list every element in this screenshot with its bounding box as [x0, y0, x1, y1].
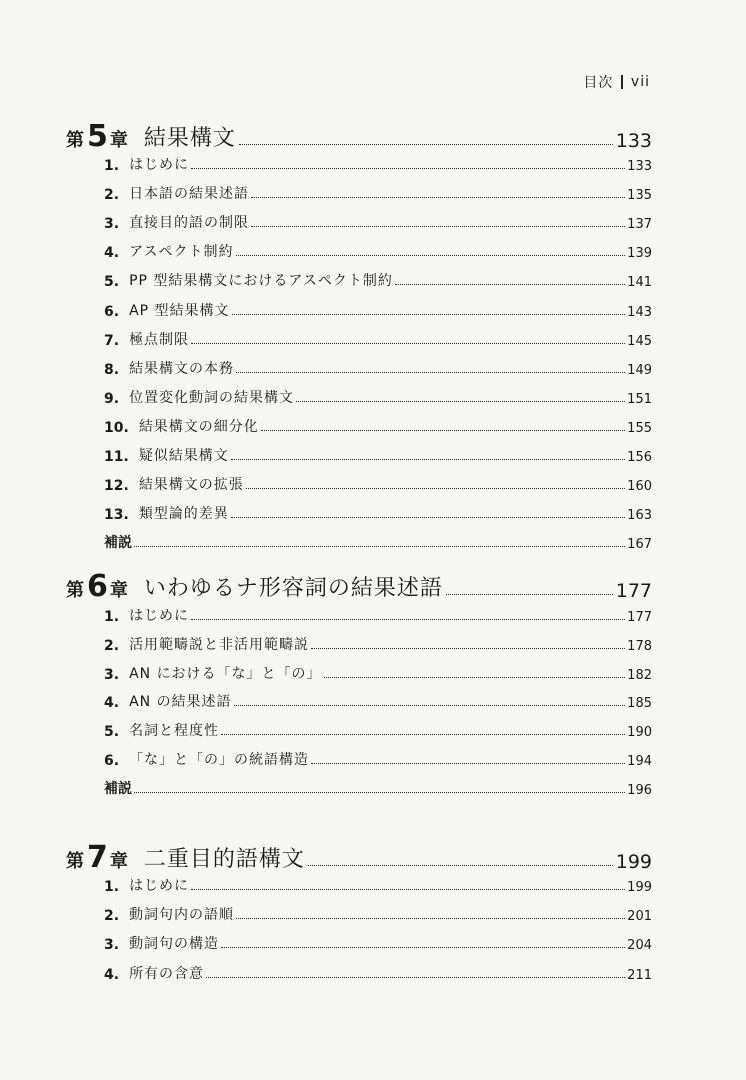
chapter-heading — [66, 568, 652, 602]
entry-number: 11. — [104, 449, 129, 465]
leader-dots — [236, 372, 625, 373]
entry-page: 201 — [627, 909, 652, 924]
entry-page: 182 — [627, 668, 652, 683]
leader-dots — [231, 517, 625, 518]
leader-dots — [134, 546, 625, 547]
leader-dots — [296, 401, 625, 402]
toc-entry — [104, 414, 652, 436]
entry-number: 4. — [104, 245, 120, 261]
entry-title: 類型論的差異 — [138, 506, 229, 522]
leader-dots — [251, 226, 625, 227]
chapter-title: 結果構文 — [143, 126, 236, 151]
chapter-suffix: 章 — [109, 130, 128, 151]
entry-page: 149 — [627, 363, 652, 378]
toc-entry — [104, 902, 652, 924]
entry-number: 13. — [104, 507, 129, 523]
leader-dots — [311, 763, 625, 764]
leader-dots — [308, 865, 613, 866]
leader-dots — [231, 459, 625, 460]
toc-entry — [104, 181, 652, 203]
toc-entry — [104, 961, 652, 983]
chapter-prefix: 第 — [66, 580, 84, 601]
entry-number: 3. — [104, 937, 120, 953]
entry-title: 結果構文の細分化 — [138, 419, 259, 435]
toc-entry — [104, 268, 652, 290]
leader-dots — [221, 734, 625, 735]
entry-page: 141 — [627, 275, 652, 290]
leader-dots — [206, 977, 625, 978]
chapter-label — [66, 840, 128, 875]
chapter-page: 199 — [615, 851, 652, 873]
entry-page: 137 — [627, 217, 652, 232]
entry-title: 活用範疇説と非活用範疇説 — [129, 637, 310, 653]
toc-entry — [104, 718, 652, 740]
leader-dots — [239, 144, 613, 145]
entry-number: 6. — [104, 304, 120, 320]
entry-number: 9. — [104, 391, 120, 407]
toc-entry — [104, 873, 652, 895]
entry-page: 167 — [627, 537, 652, 552]
leader-dots — [311, 648, 625, 649]
entry-number: 2. — [104, 187, 120, 203]
chapter-suffix: 章 — [109, 851, 128, 872]
entry-number: 4. — [104, 967, 120, 983]
leader-dots — [395, 284, 625, 285]
toc-entry — [104, 603, 652, 625]
chapter-label — [66, 119, 128, 154]
entry-title: 所有の含意 — [129, 966, 205, 982]
chapter-page: 177 — [615, 580, 652, 602]
entry-page: 178 — [627, 639, 652, 654]
entry-title: 補説 — [104, 781, 132, 797]
entry-number: 5. — [104, 724, 120, 740]
running-head — [583, 72, 650, 92]
toc-entry — [104, 501, 652, 523]
leader-dots — [324, 677, 626, 678]
toc-entry — [104, 747, 652, 769]
toc-entry — [104, 632, 652, 654]
toc-entry — [104, 530, 652, 552]
toc-entry — [104, 661, 652, 683]
entry-page: 135 — [627, 188, 652, 203]
toc-entry — [104, 443, 652, 465]
entry-title: 極点制限 — [129, 332, 190, 348]
entry-number: 4. — [104, 695, 120, 711]
chapter-number: 6 — [87, 569, 108, 604]
entry-title: 名詞と程度性 — [129, 723, 220, 739]
toc-entry — [104, 776, 652, 798]
entry-page: 199 — [627, 880, 652, 895]
leader-dots — [191, 343, 625, 344]
leader-dots — [134, 792, 625, 793]
chapter-number: 5 — [87, 119, 108, 154]
entry-title: 直接目的語の制限 — [129, 215, 250, 231]
chapter-suffix: 章 — [109, 580, 128, 601]
entry-number: 1. — [104, 609, 120, 625]
entry-title: 結果構文の本務 — [129, 361, 235, 377]
entry-page: 196 — [627, 783, 652, 798]
toc-entry — [104, 210, 652, 232]
entry-page: 151 — [627, 392, 652, 407]
chapter-title: 二重目的語構文 — [143, 847, 305, 872]
leader-dots — [236, 918, 625, 919]
entry-number: 8. — [104, 362, 120, 378]
chapter-page: 133 — [615, 130, 652, 152]
entry-title: 補説 — [104, 535, 132, 551]
entry-title: AN の結果述語 — [129, 694, 232, 710]
entry-page: 160 — [627, 479, 652, 494]
entry-number: 6. — [104, 753, 120, 769]
leader-dots — [221, 947, 625, 948]
entry-title: PP 型結果構文におけるアスペクト制約 — [129, 273, 393, 289]
entry-title: 位置変化動詞の結果構文 — [129, 390, 295, 406]
chapter-heading — [66, 118, 652, 152]
leader-dots — [246, 488, 625, 489]
chapter-label — [66, 569, 128, 604]
leader-dots — [191, 619, 625, 620]
leader-dots — [236, 255, 626, 256]
entry-number: 12. — [104, 478, 129, 494]
leader-dots — [232, 314, 626, 315]
chapter-heading — [66, 839, 652, 873]
entry-page: 155 — [627, 421, 652, 436]
entry-page: 177 — [627, 610, 652, 625]
toc-entry — [104, 152, 652, 174]
toc-entry — [104, 931, 652, 953]
leader-dots — [251, 197, 625, 198]
entry-title: AN における「な」と「の」 — [129, 666, 322, 682]
entry-page: 133 — [627, 159, 652, 174]
entry-number: 3. — [104, 216, 120, 232]
entry-title: AP 型結果構文 — [129, 303, 230, 319]
entry-page: 145 — [627, 334, 652, 349]
toc-entry — [104, 689, 652, 711]
chapter-prefix: 第 — [66, 130, 84, 151]
entry-number: 10. — [104, 420, 129, 436]
running-head-page: vii — [630, 74, 650, 90]
leader-dots — [261, 430, 625, 431]
entry-page: 194 — [627, 754, 652, 769]
entry-page: 163 — [627, 508, 652, 523]
entry-title: 動詞句の構造 — [129, 936, 220, 952]
entry-number: 1. — [104, 879, 120, 895]
toc-entry — [104, 472, 652, 494]
entry-page: 211 — [627, 968, 652, 983]
running-head-divider — [621, 75, 623, 89]
toc-entry — [104, 385, 652, 407]
entry-number: 5. — [104, 274, 120, 290]
toc-entry — [104, 239, 652, 261]
entry-number: 7. — [104, 333, 120, 349]
toc-entry — [104, 356, 652, 378]
entry-page: 190 — [627, 725, 652, 740]
toc-entry — [104, 298, 652, 320]
entry-title: 「な」と「の」の統語構造 — [129, 752, 310, 768]
entry-number: 2. — [104, 908, 120, 924]
entry-page: 156 — [627, 450, 652, 465]
entry-page: 185 — [627, 696, 652, 711]
entry-title: 疑似結果構文 — [138, 448, 229, 464]
running-head-label: 目次 — [583, 75, 614, 91]
entry-number: 3. — [104, 667, 120, 683]
leader-dots — [234, 705, 626, 706]
entry-page: 143 — [627, 305, 652, 320]
entry-title: 結果構文の拡張 — [138, 477, 244, 493]
entry-title: はじめに — [129, 157, 190, 173]
chapter-number: 7 — [87, 840, 108, 875]
entry-title: 日本語の結果述語 — [129, 186, 250, 202]
entry-page: 204 — [627, 938, 652, 953]
entry-page: 139 — [627, 246, 652, 261]
leader-dots — [446, 594, 613, 595]
entry-title: はじめに — [129, 878, 190, 894]
toc-entry — [104, 327, 652, 349]
chapter-title: いわゆるナ形容詞の結果述語 — [143, 576, 443, 601]
entry-title: アスペクト制約 — [129, 244, 234, 260]
entry-title: はじめに — [129, 608, 190, 624]
leader-dots — [191, 168, 625, 169]
entry-title: 動詞句内の語順 — [129, 907, 235, 923]
chapter-prefix: 第 — [66, 851, 84, 872]
leader-dots — [191, 889, 625, 890]
entry-number: 1. — [104, 158, 120, 174]
entry-number: 2. — [104, 638, 120, 654]
